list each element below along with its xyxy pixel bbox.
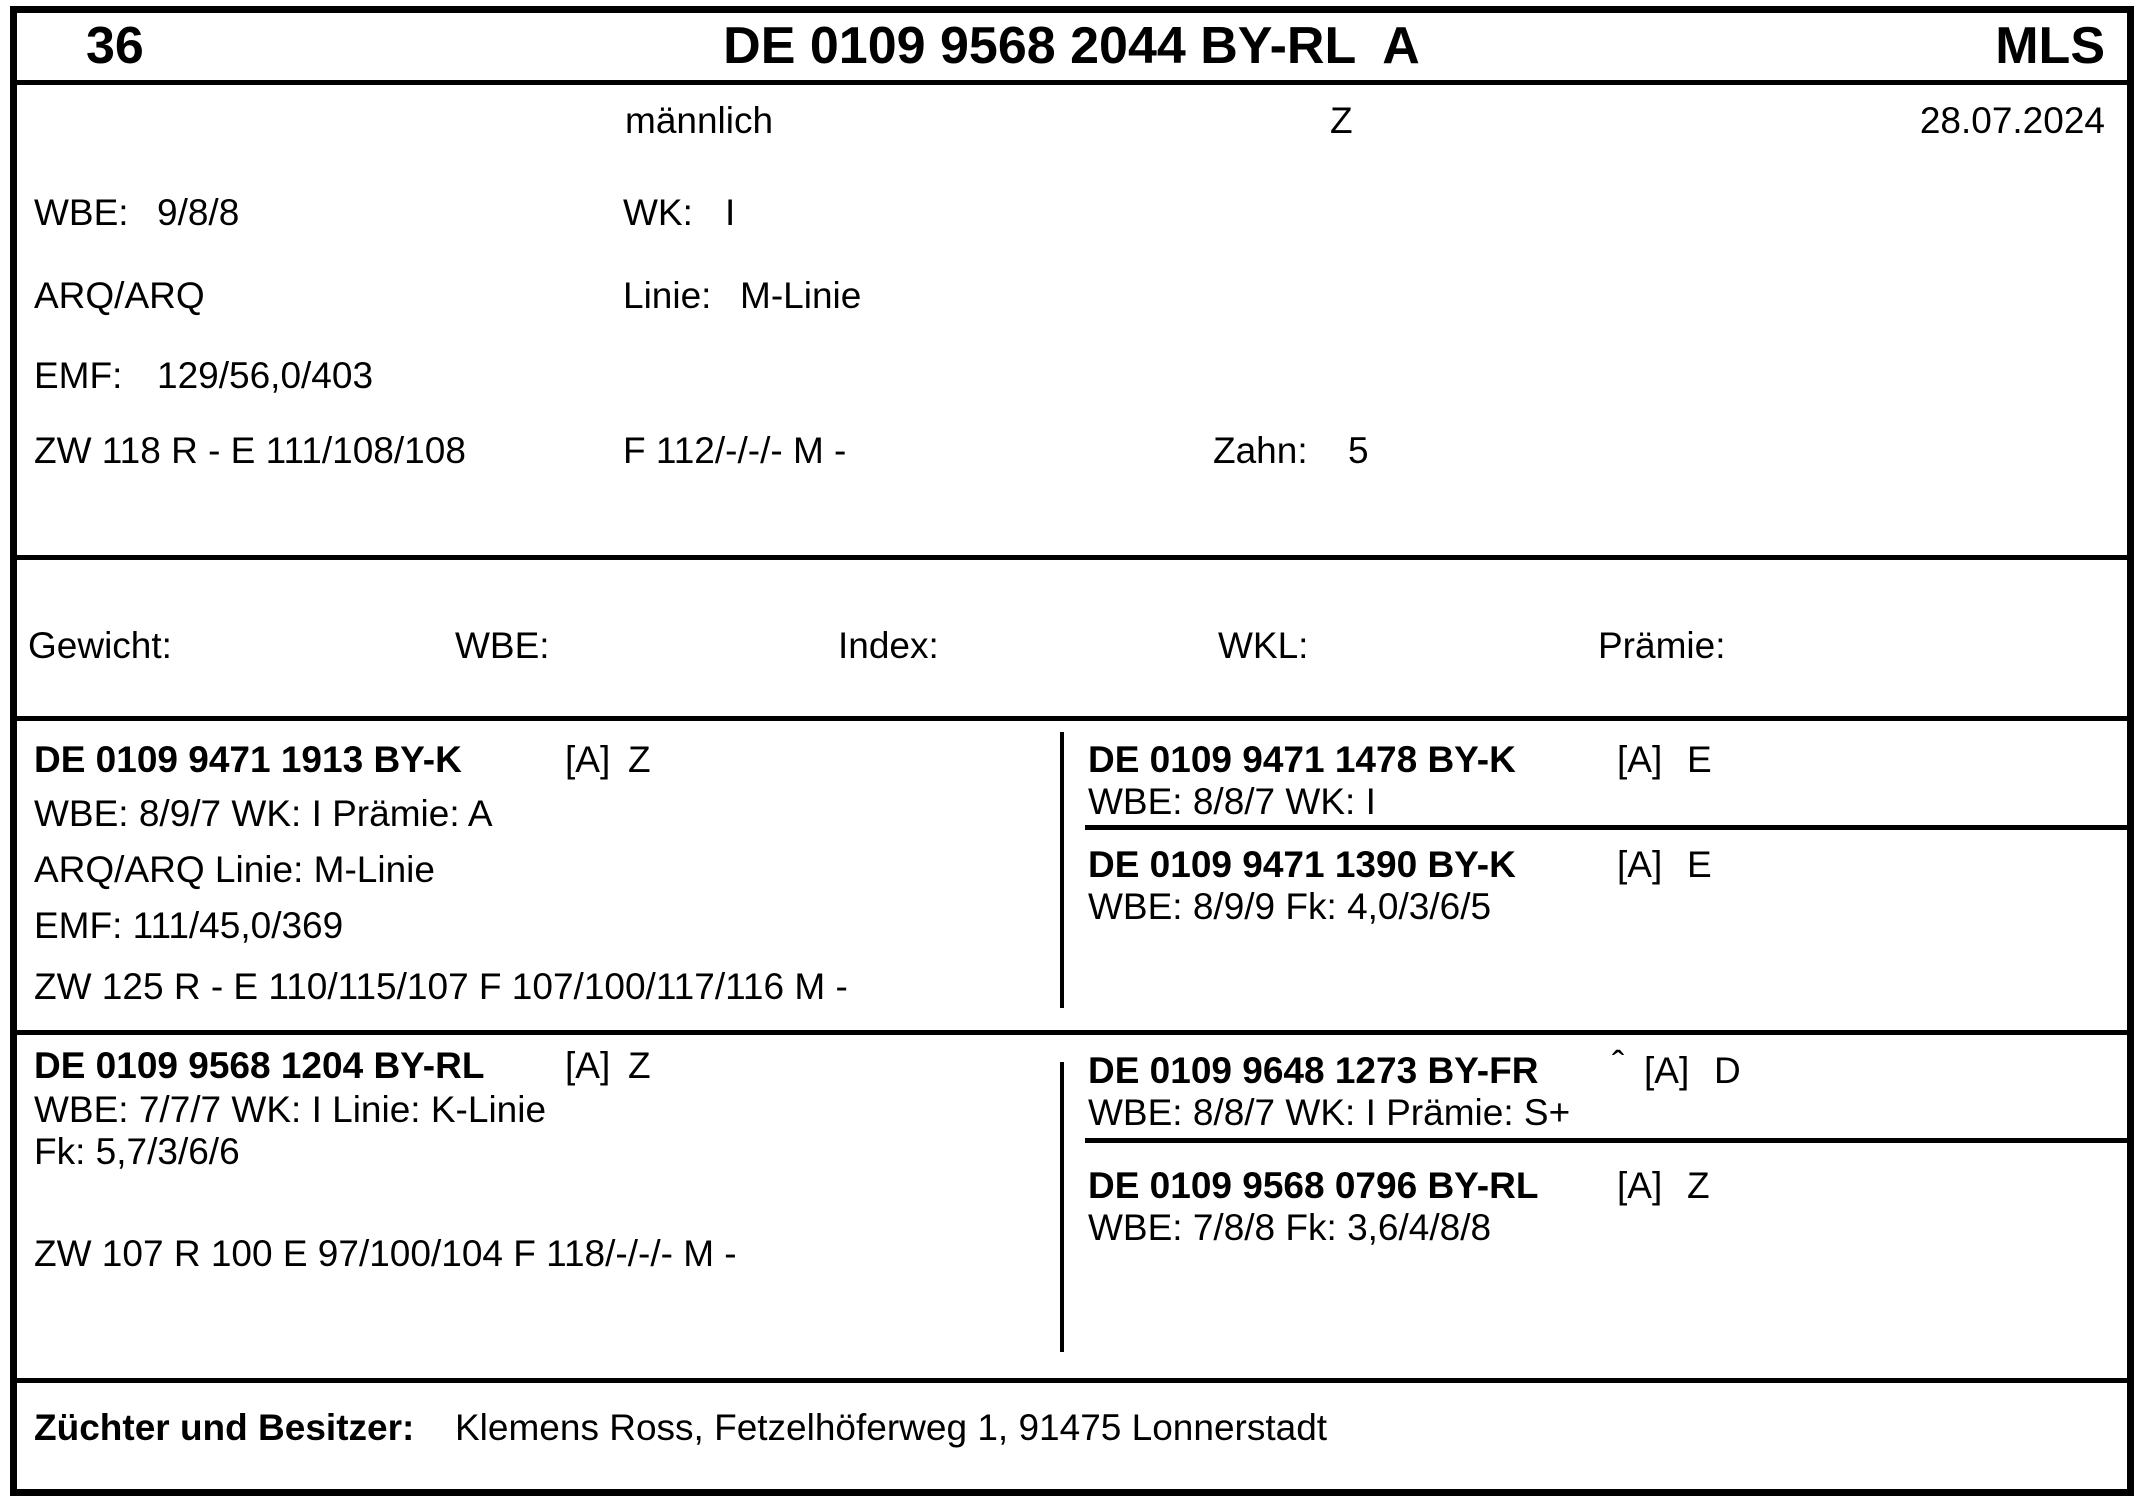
dam-parents-divider [1085, 1138, 2127, 1143]
sire-dam-tag: [A] [1617, 844, 1663, 885]
wkl-label: WKL: [1218, 625, 1309, 666]
dam-line1: WBE: 7/7/7 WK: I Linie: K-Linie [34, 1089, 547, 1130]
sire-id: DE 0109 9471 1913 BY-K [34, 739, 462, 780]
sire-code: Z [628, 739, 651, 780]
sire-line3: EMF: 111/45,0/369 [34, 905, 344, 946]
zahn-label: Zahn: [1213, 430, 1308, 471]
dam-dam-code: Z [1687, 1165, 1710, 1206]
dam-tag: [A] [565, 1045, 611, 1086]
sex-label: männlich [625, 100, 774, 141]
measure-band-bottom-line [17, 716, 2127, 721]
sire-sire-tag: [A] [1617, 739, 1663, 780]
linie-value: M-Linie [740, 275, 862, 316]
dam-line2: Fk: 5,7/3/6/6 [34, 1131, 240, 1172]
date: 28.07.2024 [1919, 100, 2105, 141]
footer-divider [17, 1378, 2127, 1383]
measure-band-top-line [17, 555, 2127, 560]
use-code: Z [1330, 100, 1353, 141]
breed: ARQ/ARQ [34, 275, 205, 316]
wbe-col-label: WBE: [455, 625, 550, 666]
animal-id-title: DE 0109 9568 2044 BY-RL A [723, 17, 1420, 75]
sire-line2: ARQ/ARQ Linie: M-Linie [34, 849, 435, 890]
breeder-owner-label: Züchter und Besitzer: [34, 1407, 415, 1448]
dam-line3: ZW 107 R 100 E 97/100/104 F 118/-/-/- M - [34, 1233, 737, 1274]
zw-line: ZW 118 R - E 111/108/108 [34, 430, 466, 471]
dam-sire-line: WBE: 8/8/7 WK: I Prämie: S+ [1088, 1092, 1571, 1133]
wk-value: I [725, 192, 736, 233]
pedigree-vertical-divider-bottom [1060, 1062, 1064, 1352]
dam-dam-line: WBE: 7/8/8 Fk: 3,6/4/8/8 [1088, 1207, 1492, 1248]
emf-value: 129/56,0/403 [157, 355, 374, 396]
dam-sire-prefix: ˆ [1612, 1044, 1625, 1085]
emf-label: EMF: [34, 355, 123, 396]
header-divider [17, 80, 2127, 85]
praemie-label: Prämie: [1598, 625, 1726, 666]
dam-id: DE 0109 9568 1204 BY-RL [34, 1045, 485, 1086]
dam-sire-code: D [1714, 1050, 1741, 1091]
dam-dam-id: DE 0109 9568 0796 BY-RL [1088, 1165, 1539, 1206]
zahn-value: 5 [1348, 430, 1369, 471]
gewicht-label: Gewicht: [28, 625, 172, 666]
f-line: F 112/-/-/- M - [623, 430, 847, 471]
pedigree-vertical-divider-top [1060, 732, 1064, 1008]
sire-sire-id: DE 0109 9471 1478 BY-K [1088, 739, 1516, 780]
sire-line4: ZW 125 R - E 110/115/107 F 107/100/117/116 M - [34, 966, 848, 1007]
dam-dam-tag: [A] [1617, 1165, 1663, 1206]
lot-number: 36 [86, 17, 144, 75]
sire-dam-id: DE 0109 9471 1390 BY-K [1088, 844, 1516, 885]
sire-sire-code: E [1687, 739, 1712, 780]
wbe-value: 9/8/8 [157, 192, 240, 233]
breeder-owner-value: Klemens Ross, Fetzelhöferweg 1, 91475 Lonnerstadt [455, 1407, 1328, 1448]
sire-dam-code: E [1687, 844, 1712, 885]
wbe-label: WBE: [34, 192, 129, 233]
dam-code: Z [628, 1045, 651, 1086]
linie-label: Linie: [623, 275, 712, 316]
dam-sire-tag: [A] [1644, 1050, 1690, 1091]
sire-dam-line: WBE: 8/9/9 Fk: 4,0/3/6/5 [1088, 886, 1492, 927]
sire-sire-line: WBE: 8/8/7 WK: I [1088, 781, 1376, 822]
org-code: MLS [1995, 17, 2105, 75]
index-label: Index: [838, 625, 939, 666]
wk-label: WK: [623, 192, 693, 233]
dam-sire-id: DE 0109 9648 1273 BY-FR [1088, 1050, 1539, 1091]
sire-parents-divider [1085, 825, 2127, 830]
sire-line1: WBE: 8/9/7 WK: I Prämie: A [34, 793, 493, 834]
sire-tag: [A] [565, 739, 611, 780]
sire-dam-divider [17, 1030, 2127, 1035]
